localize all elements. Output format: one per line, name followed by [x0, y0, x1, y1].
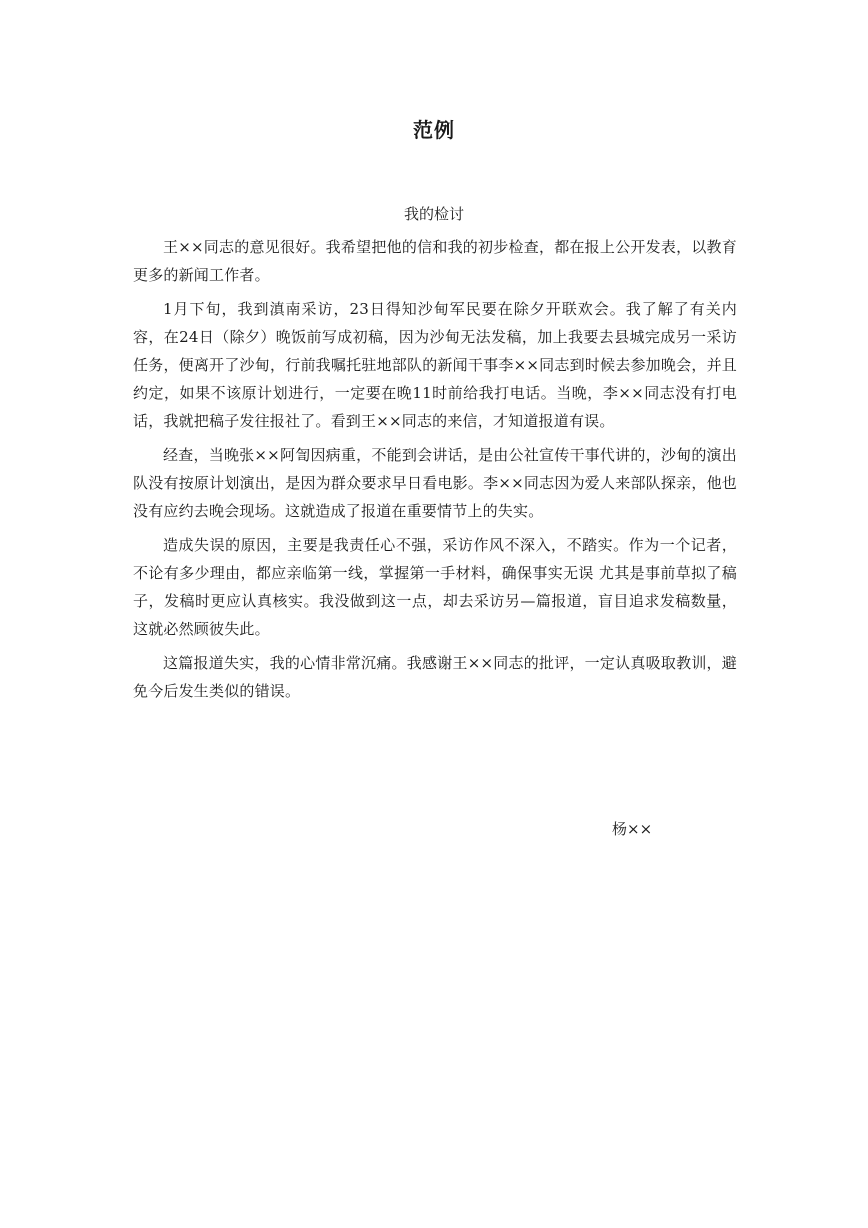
paragraph: 造成失误的原因，主要是我责任心不强，采访作风不深入，不踏实。作为一个记者，不论有多少理由，都应亲临第一线，掌握第一手材料，确保事实无误 尤其是事前草拟了稿子，发稿时更应认真核实。我没做到这一点，却去采访另—篇报道，盲目追求发稿数量，这就必然顾彼失此。: [133, 536, 737, 638]
document-heading: 我的检讨: [403, 205, 464, 223]
document-body: [133, 233, 737, 711]
paragraph: 经查，当晚张××阿訇因病重，不能到会讲话，是由公社宣传干事代讲的，沙甸的演出队没有按原计划演出，是因为群众要求早日看电影。李××同志因为爱人来部队探亲，他也没有应约去晚会现场。这就造成了报道在重要情节上的失实。: [133, 446, 737, 520]
paragraph: 1月下旬，我到滇南采访，23日得知沙甸军民要在除夕开联欢会。我了解了有关内容，在24日（除夕）晚饭前写成初稿，因为沙甸无法发稿，加上我要去县城完成另一采访任务，便离开了沙甸，行前我嘱托驻地部队的新闻干事李××同志到时候去参加晚会，并且约定，如果不该原计划进行，一定要在晚11时前给我打电话。当晚，李××同志没有打电话，我就把稿子发往报社了。看到王××同志的来信，才知道报道有误。: [133, 300, 737, 430]
page-title: 范例: [413, 118, 455, 142]
paragraph: 这篇报道失实，我的心情非常沉痛。我感谢王××同志的批评，一定认真吸取教训，避免今后发生类似的错误。: [133, 654, 737, 700]
signature: 杨××: [612, 820, 653, 838]
paragraph: 王××同志的意见很好。我希望把他的信和我的初步检查，都在报上公开发表，以教育更多的新闻工作者。: [133, 238, 737, 284]
